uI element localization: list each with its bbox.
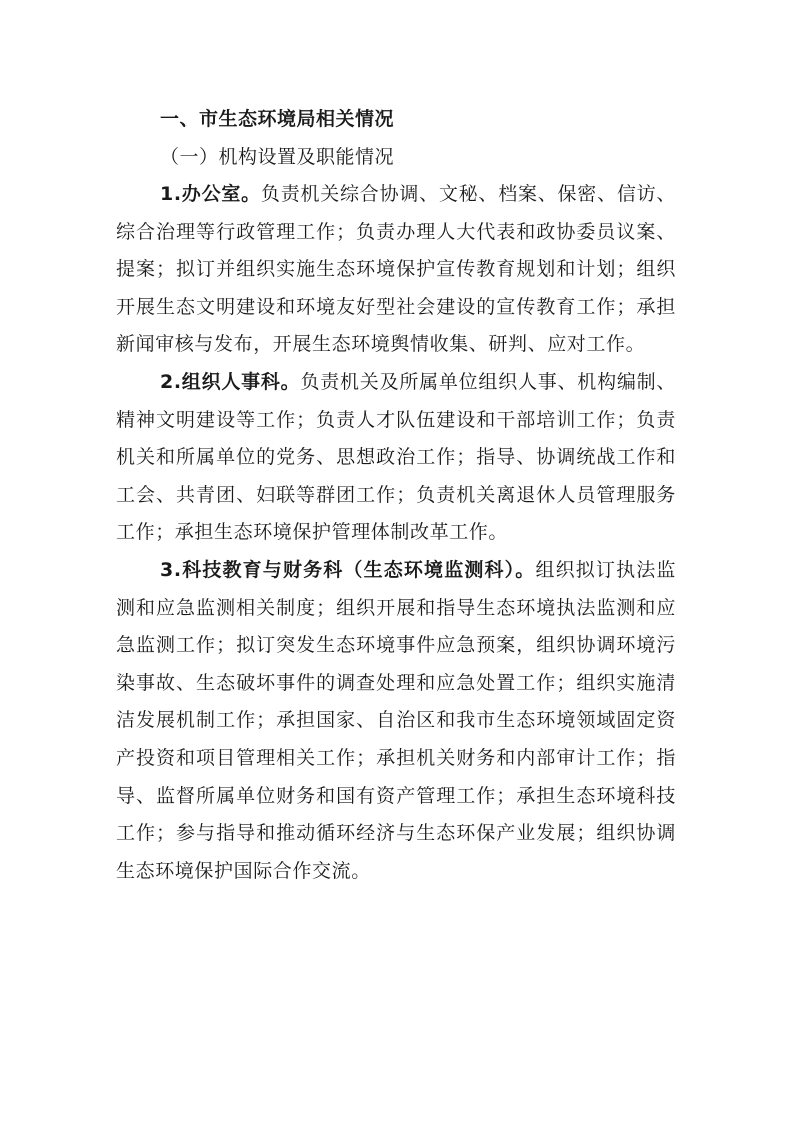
paragraph-text: 组织拟订执法监测和应急监测相关制度；组织开展和指导生态环境执法监测和应急监测工作；拟订突发生态环境事件应急预案，组织协调环境污染事故、生态破坏事件的调查处理和应急处置工作；组织实施清洁发展机制工作；承担国家、自治区和我市生态环境领域固定资产投资和项目管理相关工作；承担机关财务和内部审计工作；指导、监督所属单位财务和国有资产管理工作；承担生态环境科技工作；参与指导和推动循环经济与生态环保产业发展；组织协调生态环境保护国际合作交流。: [116, 558, 676, 882]
paragraph-lead: 2.组织人事科。: [160, 370, 301, 393]
paragraph-text: 负责机关综合协调、文秘、档案、保密、信访、综合治理等行政管理工作；负责办理人大代表和政协委员议案、提案；拟订并组织实施生态环境保护宣传教育规划和计划；组织开展生态文明建设和环境友好型社会建设的宣传教育工作；承担新闻审核与发布，开展生态环境舆情收集、研判、应对工作。: [116, 183, 676, 356]
document-body: [116, 100, 676, 890]
paragraph-office: [116, 176, 676, 364]
paragraph-personnel: [116, 364, 676, 552]
paragraph-text: 负责机关及所属单位组织人事、机构编制、精神文明建设等工作；负责人才队伍建设和干部培训工作；负责机关和所属单位的党务、思想政治工作；指导、协调统战工作和工会、共青团、妇联等群团工作；负责机关离退休人员管理服务工作；承担生态环境保护管理体制改革工作。: [116, 370, 676, 544]
paragraph-lead: 1.办公室。: [160, 183, 261, 205]
paragraph-lead: 3.科技教育与财务科（生态环境监测科）。: [160, 558, 536, 581]
paragraph-finance: [116, 552, 676, 890]
subsection-title: （一）机构设置及职能情况: [160, 146, 395, 168]
section-title: 一、市生态环境局相关情况: [160, 108, 395, 130]
